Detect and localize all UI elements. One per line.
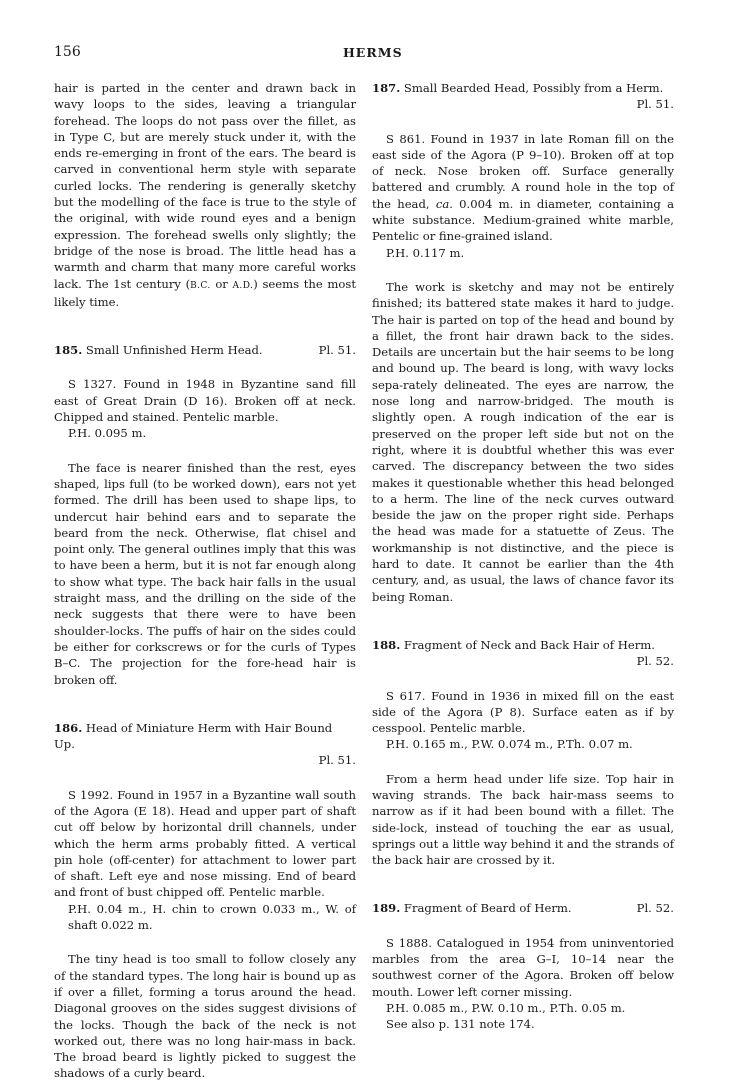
entry-188-record: S 617. Found in 1936 in mixed fill on the east side of the Agora (P 8). Surface eaten as if by cesspool. Pentelic marble. (372, 688, 674, 736)
entry-188-heading: Fragment of Neck and Back Hair of Herm. (400, 637, 655, 652)
entry-188-number: 188. (372, 637, 401, 652)
page-header (54, 44, 694, 64)
entry-187-commentary: The work is sketchy and may not be entirely finished; its battered state makes it hard to judge. The hair is parted on top of the head and bound by a fillet, the front hair drawn back to the sides. Details are uncertain but the hair seems to be long and bound up. The beard is long, with wavy locks sepa-rately delineated. The eyes are narrow, the nose long and narrow-bridged. The mouth is slightly open. A rough indication of the ear is preserved on the proper left side but not on the right, where it is doubtful whether this was ever carved. The discrepancy between the two sides makes it questionable whether this head belonged to a herm. The line of the neck curves outward beside the jaw on the proper right side. Perhaps the head was made for a statuette of Zeus. The workmanship is not distinctive, and the piece is hard to date. It cannot be earlier than the 4th century, and, as usual, the laws of chance favor its being Roman. (372, 279, 674, 604)
page-number: 156 (54, 44, 81, 60)
entry-186-record: S 1992. Found in 1957 in a Byzantine wall south of the Agora (E 18). Head and upper part of shaft cut off below by horizontal drill channels, under which the herm arms probably fitted. A vertical pin hole (off-center) for attachment to lower part of shaft. Left eye and nose missing. End of beard and front of bust chipped off. Pentelic marble. (54, 787, 356, 900)
entry-189-plate: Pl. 52. (636, 901, 674, 916)
entry-186-measurements: P.H. 0.04 m., H. chin to crown 0.033 m., W. of shaft 0.022 m. (68, 901, 356, 933)
entry-189-measurements: P.H. 0.085 m., P.W. 0.10 m., P.Th. 0.05 m. (386, 1000, 626, 1015)
entry-189-title (372, 900, 674, 916)
entry-185-heading: Small Unfinished Herm Head. (82, 343, 263, 358)
entry-186-plate: Pl. 51. (318, 753, 356, 768)
entry-188-measurements: P.H. 0.165 m., P.W. 0.074 m., P.Th. 0.07 m. (386, 737, 633, 752)
entry-188-title (372, 637, 674, 670)
entry-187-title (372, 80, 674, 113)
entry-186-title (54, 720, 356, 769)
entry-186-heading: Head of Miniature Herm with Hair Bound Up. (54, 720, 333, 752)
entry-187-heading: Small Bearded Head, Possibly from a Herm. (400, 81, 664, 95)
entry-189-see-also: See also p. 131 note 174. (386, 1017, 535, 1032)
entry-187-plate: Pl. 51. (636, 97, 674, 112)
entry-185-plate: Pl. 51. (318, 343, 356, 358)
running-head: HERMS (343, 45, 403, 60)
entry-186-commentary: The tiny head is too small to follow closely any of the standard types. The long hair is bound up as if over a fillet, forming a torus around the head. Diagonal grooves on the sides suggest divisions of the locks. Though the back of the neck is not worked out, there was no long hair-mass in back. The broad beard is lightly picked to suggest the shadows of a curly beard. (54, 952, 356, 1081)
entry-189-number: 189. (372, 901, 401, 916)
entry-185-number: 185. (54, 343, 83, 358)
entry-188-commentary: From a herm head under life size. Top hair in waving strands. The back hair-mass seems to narrow as if it had been bound with a fillet. The side-lock, instead of touching the ear as usual, springs out a little way behind it and the strands of the back hair are crossed by it. (372, 771, 674, 868)
entry-185-record: S 1327. Found in 1948 in Byzantine sand fill east of Great Drain (D 16). Broken off at neck. Chipped and stained. Pentelic marble. (54, 377, 356, 425)
left-column (54, 80, 356, 1082)
entry-189-heading: Fragment of Beard of Herm. (400, 901, 572, 916)
entry-186-number: 186. (54, 720, 83, 735)
entry-187-number: 187. (372, 81, 401, 95)
entry-187-measurements: P.H. 0.117 m. (386, 245, 465, 260)
entry-185-measurements: P.H. 0.095 m. (68, 426, 147, 441)
intro-paragraph: hair is parted in the center and drawn back in wavy loops to the sides, leaving a triangular forehead. The loops do not pass over the fillet, as in Type C, but are merely stuck under it, with the ends re-emerging in front of the ears. The beard is carved in conventional herm style with separate curled locks. The rendering is generally sketchy but the modelling of the face is true to the style of the original, with wide round eyes and a benign expression. The forehead swells only slightly; the bridge of the nose is broad. The little head has a warmth and charm that many more careful works lack. The 1st century (B.C. or A.D.) seems the most likely time. (54, 81, 356, 309)
entry-188-plate: Pl. 52. (636, 654, 674, 669)
entry-185-commentary: The face is nearer finished than the rest, eyes shaped, lips full (to be worked down), ears not yet formed. The drill has been used to shape lips, to undercut hair behind ears and to separate the beard from the neck. Otherwise, flat chisel and point only. The general outlines imply that this was to have been a herm, but it is not far enough along to show what type. The back hair falls in the usual straight mass, and the drilling on the side of the neck suggests that there were to have been shoulder-locks. The puffs of hair on the sides could be either for corkscrews or for the curls of Types B–C. The projection for the fore-head hair is broken off. (54, 460, 356, 687)
entry-185-title (54, 342, 356, 358)
entry-189-record: S 1888. Catalogued in 1954 from uninventoried marbles from the area G–I, 10–14 near the southwest corner of the Agora. Broken off below mouth. Lower left corner missing. (372, 935, 674, 999)
entry-187-record: S 861. Found in 1937 in late Roman fill on the east side of the Agora (P 9–10). Broken off at top of neck. Nose broken off. Surface generally battered and crumbly. A round hole in the top of the head, ca. 0.004 m. in diameter, containing a white substance. Medium-grained white marble, Pentelic or fine-grained island. (372, 131, 674, 244)
right-column (372, 80, 674, 1033)
